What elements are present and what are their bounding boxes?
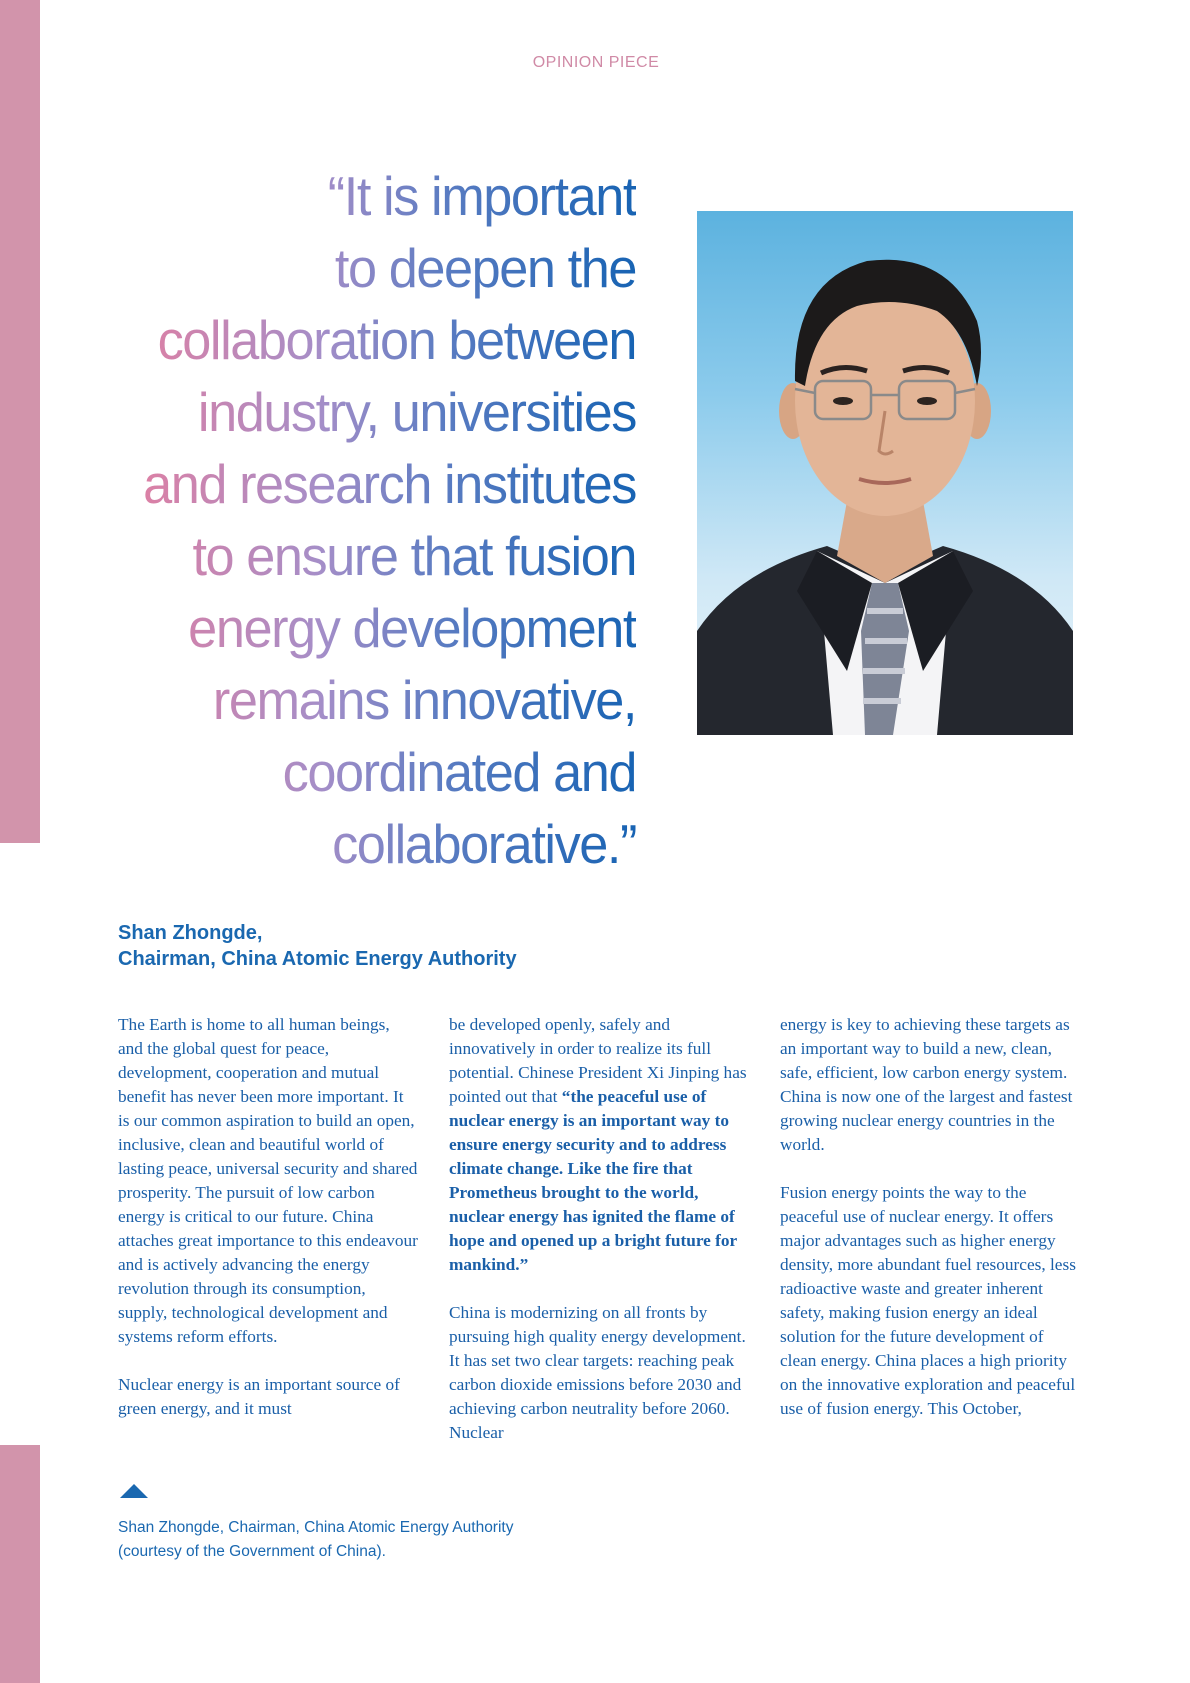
pull-quote [127, 160, 636, 880]
quote-line: to deepen the [127, 232, 636, 304]
quote-line: to ensure that fusion [127, 520, 636, 592]
body-column-1 [118, 1013, 418, 1421]
paragraph [449, 1013, 749, 1277]
quote-line: and research institutes [127, 448, 636, 520]
author-name: Shan Zhongde, [118, 922, 263, 944]
paragraph: China is modernizing on all fronts by pursuing high quality energy development. It has set two clear targets: reaching peak carbon dioxide emissions before 2030 and achieving carbon neutrality before 2060. Nuclear [449, 1303, 746, 1442]
section-label: OPINION PIECE [532, 54, 660, 71]
quote-line: “It is important [127, 160, 636, 232]
body-column-3 [780, 1013, 1080, 1421]
portrait-illustration [697, 211, 1073, 735]
author-title: Chairman, China Atomic Energy Authority [118, 948, 517, 970]
photo-caption [118, 1516, 718, 1564]
paragraph: Fusion energy points the way to the peaceful use of nuclear energy. It offers major advantages such as higher energy density, more abundant fuel resources, less radioactive waste and greater inherent safety, making fusion energy an ideal solution for the future development of clean energy. China places a high priority on the innovative exploration and peaceful use of fusion energy. This October, [780, 1183, 1076, 1418]
quote-line: energy development [127, 592, 636, 664]
paragraph-text: be developed openly, safely and innovatively in order to realize its full potential. Chinese President Xi Jinping has pointed out that [449, 1015, 747, 1106]
caption-caret-icon [120, 1484, 148, 1498]
portrait-photo [697, 211, 1073, 735]
author-byline [118, 920, 517, 972]
side-accent-bar-top [0, 0, 40, 843]
quote-line: collaboration between [127, 304, 636, 376]
paragraph: The Earth is home to all human beings, and the global quest for peace, development, cooperation and mutual benefit has never been more important. It is our common aspiration to build an open, inclusive, clean and beautiful world of lasting peace, universal security and shared prosperity. The pursuit of low carbon energy is critical to our future. China attaches great importance to this endeavour and is actively advancing the energy revolution through its consumption, supply, technological development and systems reform efforts. [118, 1015, 418, 1346]
highlighted-quote: “the peaceful use of nuclear energy is an important way to ensure energy security and to address climate change. Like the fire that Prometheus brought to the world, nuclear energy has ignited the flame of hope and opened up a bright future for mankind.” [449, 1087, 737, 1274]
paragraph: energy is key to achieving these targets as an important way to build a new, clean, safe, efficient, low carbon energy system. China is now one of the largest and fastest growing nuclear energy countries in the world. [780, 1015, 1073, 1154]
quote-line: collaborative.” [127, 808, 636, 880]
side-accent-bar-bottom [0, 1445, 40, 1683]
body-column-2 [449, 1013, 749, 1445]
caption-line: Shan Zhongde, Chairman, China Atomic Energy Authority [118, 1519, 514, 1536]
quote-line: remains innovative, [127, 664, 636, 736]
quote-line: industry, universities [127, 376, 636, 448]
quote-line: coordinated and [127, 736, 636, 808]
paragraph: Nuclear energy is an important source of green energy, and it must [118, 1375, 400, 1418]
caption-line: (courtesy of the Government of China). [118, 1543, 386, 1560]
